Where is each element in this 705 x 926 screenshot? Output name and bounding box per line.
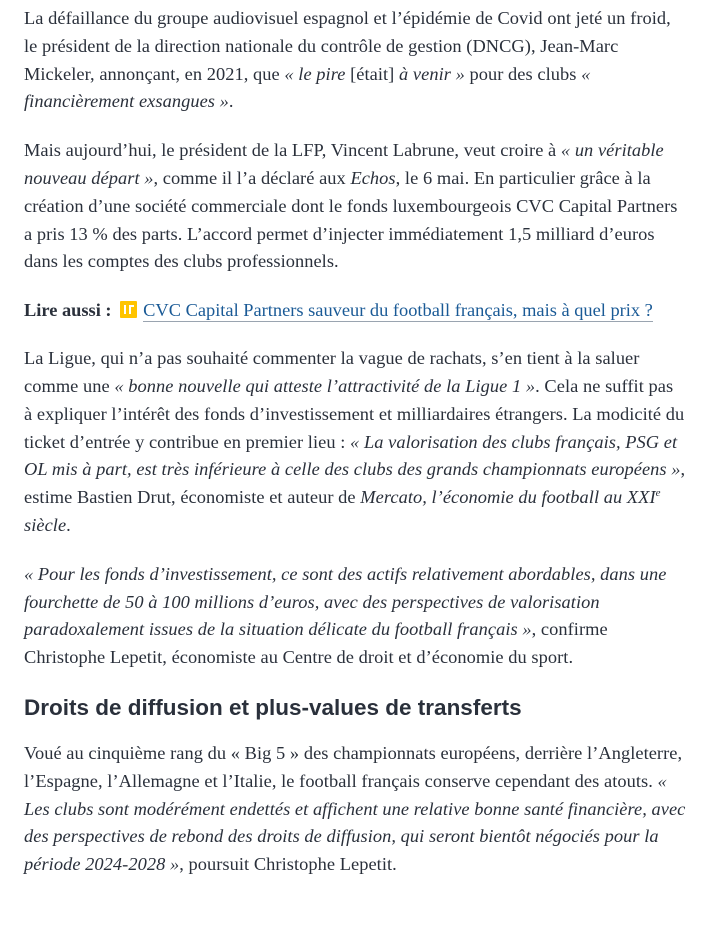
- publication-name: Echos: [350, 167, 396, 188]
- text: [était]: [350, 63, 395, 84]
- quote: « La valorisation des clubs français, PSG et OL mis à part, est très inférieure à celle des clubs des grands championnats européens »: [24, 431, 681, 480]
- text: , poursuit Christophe Lepetit.: [179, 854, 397, 875]
- quote: « bonne nouvelle qui atteste l’attractivité de la Ligue 1 »: [114, 375, 536, 396]
- paragraph-2: [24, 137, 686, 276]
- text: , confirme Christophe Lepetit, économiste au Centre de droit et d’économie du sport.: [24, 619, 608, 668]
- quote: à venir »: [394, 63, 465, 84]
- quote: « Les clubs sont modérément endettés et affichent une relative bonne santé financière, avec des perspectives de rebond des droits de diffusion, qui seront bientôt négociés pour la période 2024-2028 »: [24, 770, 686, 875]
- quote: « financièrement exsangues »: [24, 63, 591, 112]
- paragraph-3: [24, 345, 686, 540]
- premium-article-icon: [120, 301, 137, 318]
- section-heading: Droits de diffusion et plus-values de transferts: [24, 694, 522, 720]
- paragraph-4: [24, 561, 686, 672]
- quote: « un véritable nouveau départ »: [24, 140, 664, 188]
- related-article: [24, 297, 686, 323]
- text: , comme il l’a déclaré aux: [153, 167, 351, 188]
- paragraph-1: [24, 5, 686, 116]
- article-body: [24, 5, 686, 900]
- text: pour des clubs: [464, 63, 582, 84]
- text: La Ligue, qui n’a pas souhaité commenter la vague de rachats, s’en tient à la saluer comme une: [24, 348, 640, 396]
- text: Voué au cinquième rang du « Big 5 » des championnats européens, derrière l’Angleterre, l’Espagne, l’Allemagne et l’Italie, le football français conserve cependant des atouts.: [24, 742, 683, 791]
- text: . Cela ne suffit pas à expliquer l’intérêt des fonds d’investissement et milliardaires étrangers. La modicité du ticket d’entrée y contribue en premier lieu :: [24, 375, 685, 452]
- text: , le 6 mai. En particulier grâce à la création d’une société commerciale dont le fonds luxembourgeois CVC Capital Partners a pris 13 % des parts. L’accord permet d’injecter immédiatement 1,5 milliard d’euros dans les comptes des clubs professionnels.: [24, 167, 678, 272]
- text: , estime Bastien Drut, économiste et auteur de: [24, 459, 686, 508]
- text: .: [66, 514, 71, 535]
- text: .: [228, 91, 234, 112]
- text: Mais aujourd’hui, le président de la LFP, Vincent Labrune, veut croire à: [24, 140, 561, 161]
- related-label: Lire aussi :: [24, 300, 112, 321]
- quote: « Pour les fonds d’investissement, ce sont des actifs relativement abordables, dans une fourchette de 50 à 100 millions d’euros, avec des perspectives de valorisation paradoxalement issues de la situation délicate du football français »: [24, 563, 667, 640]
- related-article-link[interactable]: CVC Capital Partners sauveur du football français, mais à quel prix ?: [143, 300, 653, 321]
- superscript: e: [655, 487, 661, 500]
- paragraph-5: [24, 740, 686, 879]
- book-title-part: siècle: [24, 514, 67, 535]
- book-title-part: Mercato, l’économie du football au XXI: [360, 487, 656, 508]
- quote: « le pire: [284, 63, 351, 84]
- text: La défaillance du groupe audiovisuel espagnol et l’épidémie de Covid ont jeté un froid, le président de la direction nationale du contrôle de gestion (DNCG), Jean-Marc Mickeler, annonçant, en 2021, que: [24, 8, 671, 84]
